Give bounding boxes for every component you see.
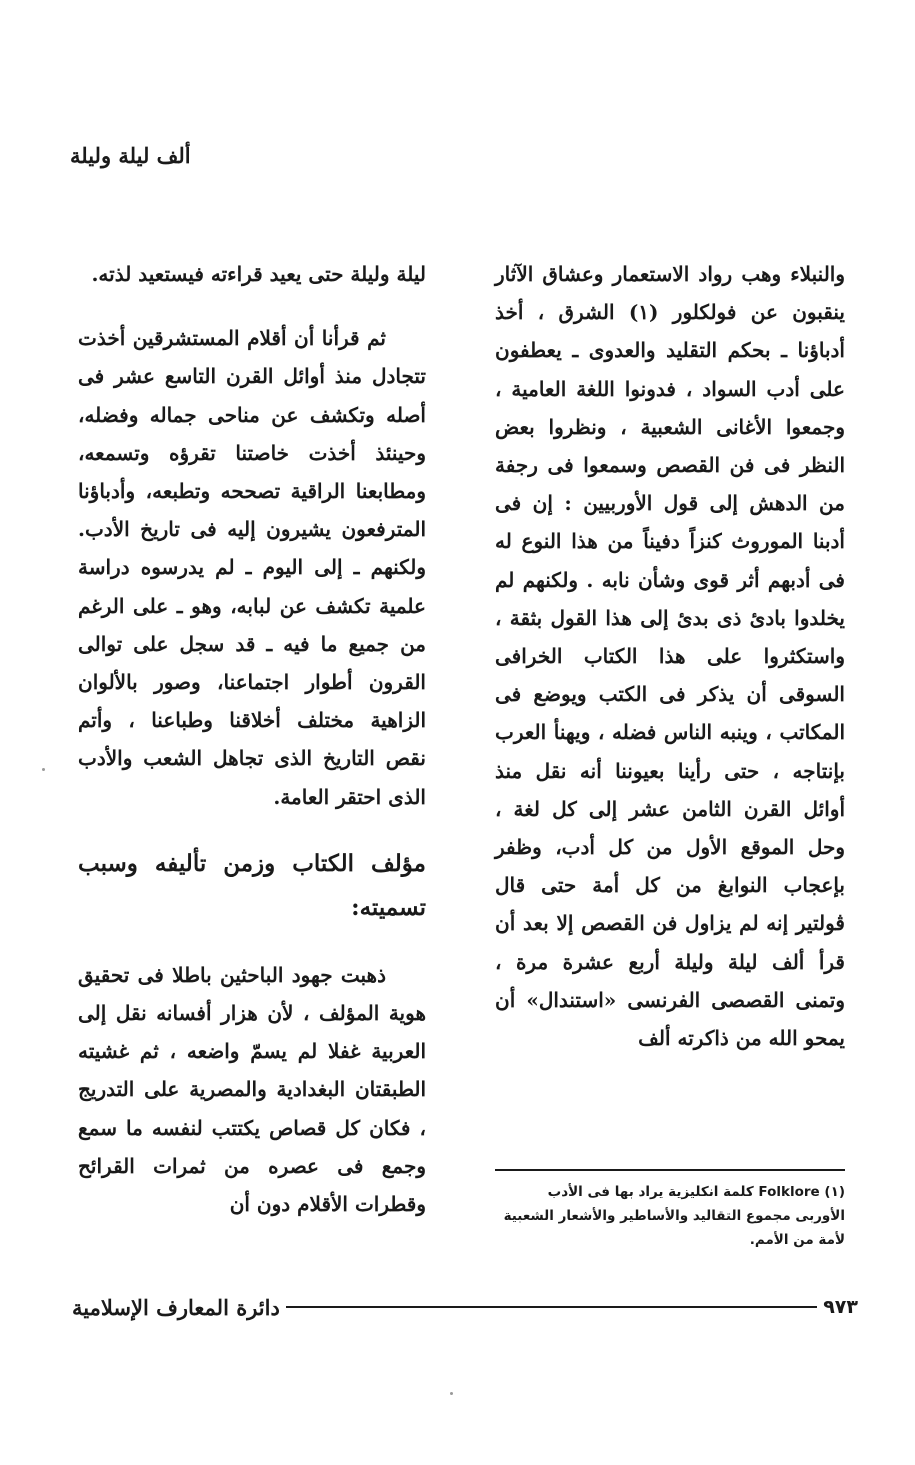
scan-speck xyxy=(42,768,45,771)
body-paragraph-continued: ليلة وليلة حتى يعيد قراءته فيستعيد لذته. xyxy=(91,262,426,286)
heading-gap xyxy=(78,930,426,956)
paragraph-gap xyxy=(78,816,426,842)
page-footer xyxy=(62,1290,862,1324)
body-paragraph: والنبلاء وهب رواد الاستعمار وعشاق الآثار ينقبون عن فولكلور (١) الشرق ، أخذ أدباؤنا ـ بحكم التقليد والعدوى ـ يعطفون على أدب السواد ، فدونوا اللغة العامية ، وجمعوا الأغانى الشعبية ، ونظروا بعض النظر فى فن القصص وسمعوا فى رجفة من الدهش إلى قول الأوربيين : إن فى أدبنا الموروث كنزاً دفيناً من هذا النوع له فى أدبهم أثر قوى وشأن نابه . ولكنهم لم يخلدوا بادئ ذى بدئ إلى هذا القول بثقة ، واستكثروا على هذا الكتاب الخرافى السوقى أن يذكر فى الكتب ويوضع فى المكاتب ، وينبه الناس فضله ، ويهنأ العرب بإنتاجه ، حتى رأينا بعيوننا أنه نقل منذ أوائل القرن الثامن عشر إلى كل لغة ، وحل الموقع الأول من كل أدب، وظفر بإعجاب النوابغ من كل أمة حتى قال ڤولتير إنه لم يزاول فن القصص إلا بعد أن قرأ ألف ليلة وليلة أربع عشرة مرة ، وتمنى القصصى الفرنسى «استندال» أن يمحو الله من ذاكرته ألف xyxy=(495,262,845,1051)
footnote: (١) Folklore كلمة انكليزية يراد بها فى الأدب الأوربى مجموع التقاليد والأساطير والأشعار الشعبية لأمة من الأمم. xyxy=(503,1184,845,1248)
page-number: ٩٧٣ xyxy=(823,1296,858,1318)
text-column-right xyxy=(495,255,845,1057)
footnote-divider xyxy=(495,1169,845,1171)
text-column-left xyxy=(78,255,426,1223)
footer-publication-title: دائرة المعارف الإسلامية xyxy=(72,1294,280,1320)
paragraph-gap xyxy=(78,293,426,319)
scan-speck xyxy=(450,1392,453,1395)
page-header-title: ألف ليلة وليلة xyxy=(70,143,191,168)
body-paragraph: ثم قرأنا أن أقلام المستشرقين أخذت تتجادل منذ أوائل القرن التاسع عشر فى أصله وتكشف عن مناحى جماله وفضله، وحينئذ أخذت خاصتنا تقرؤه وتسمعه، ومطابعنا الراقية تصححه وتطبعه، وأدباؤنا المترفعون يشيرون إليه فى تاريخ الأدب. ولكنهم ـ إلى اليوم ـ لم يدرسوه دراسة علمية تكشف عن لبابه، وهو ـ على الرغم من جميع ما فيه ـ قد سجل على توالى القرون أطوار اجتماعنا، وصور بالألوان الزاهية مختلف أخلاقنا وطباعنا ، وأتم نقص التاريخ الذى تجاهل الشعب والأدب الذى احتقر العامة. xyxy=(78,326,426,809)
footer-rule xyxy=(286,1306,817,1308)
body-paragraph: ذهبت جهود الباحثين باطلا فى تحقيق هوية المؤلف ، لأن هزار أفسانه نقل إلى العربية غفلا لم يسمّ واضعه ، ثم غشيته الطبقتان البغدادية والمصرية على التدريج ، فكان كل قصاص يكتتب لنفسه ما سمع وجمع فى عصره من ثمرات القرائح وقطرات الأقلام دون أن xyxy=(78,962,426,1217)
section-heading: مؤلف الكتاب وزمن تأليفه وسبب تسميته: xyxy=(78,849,426,921)
